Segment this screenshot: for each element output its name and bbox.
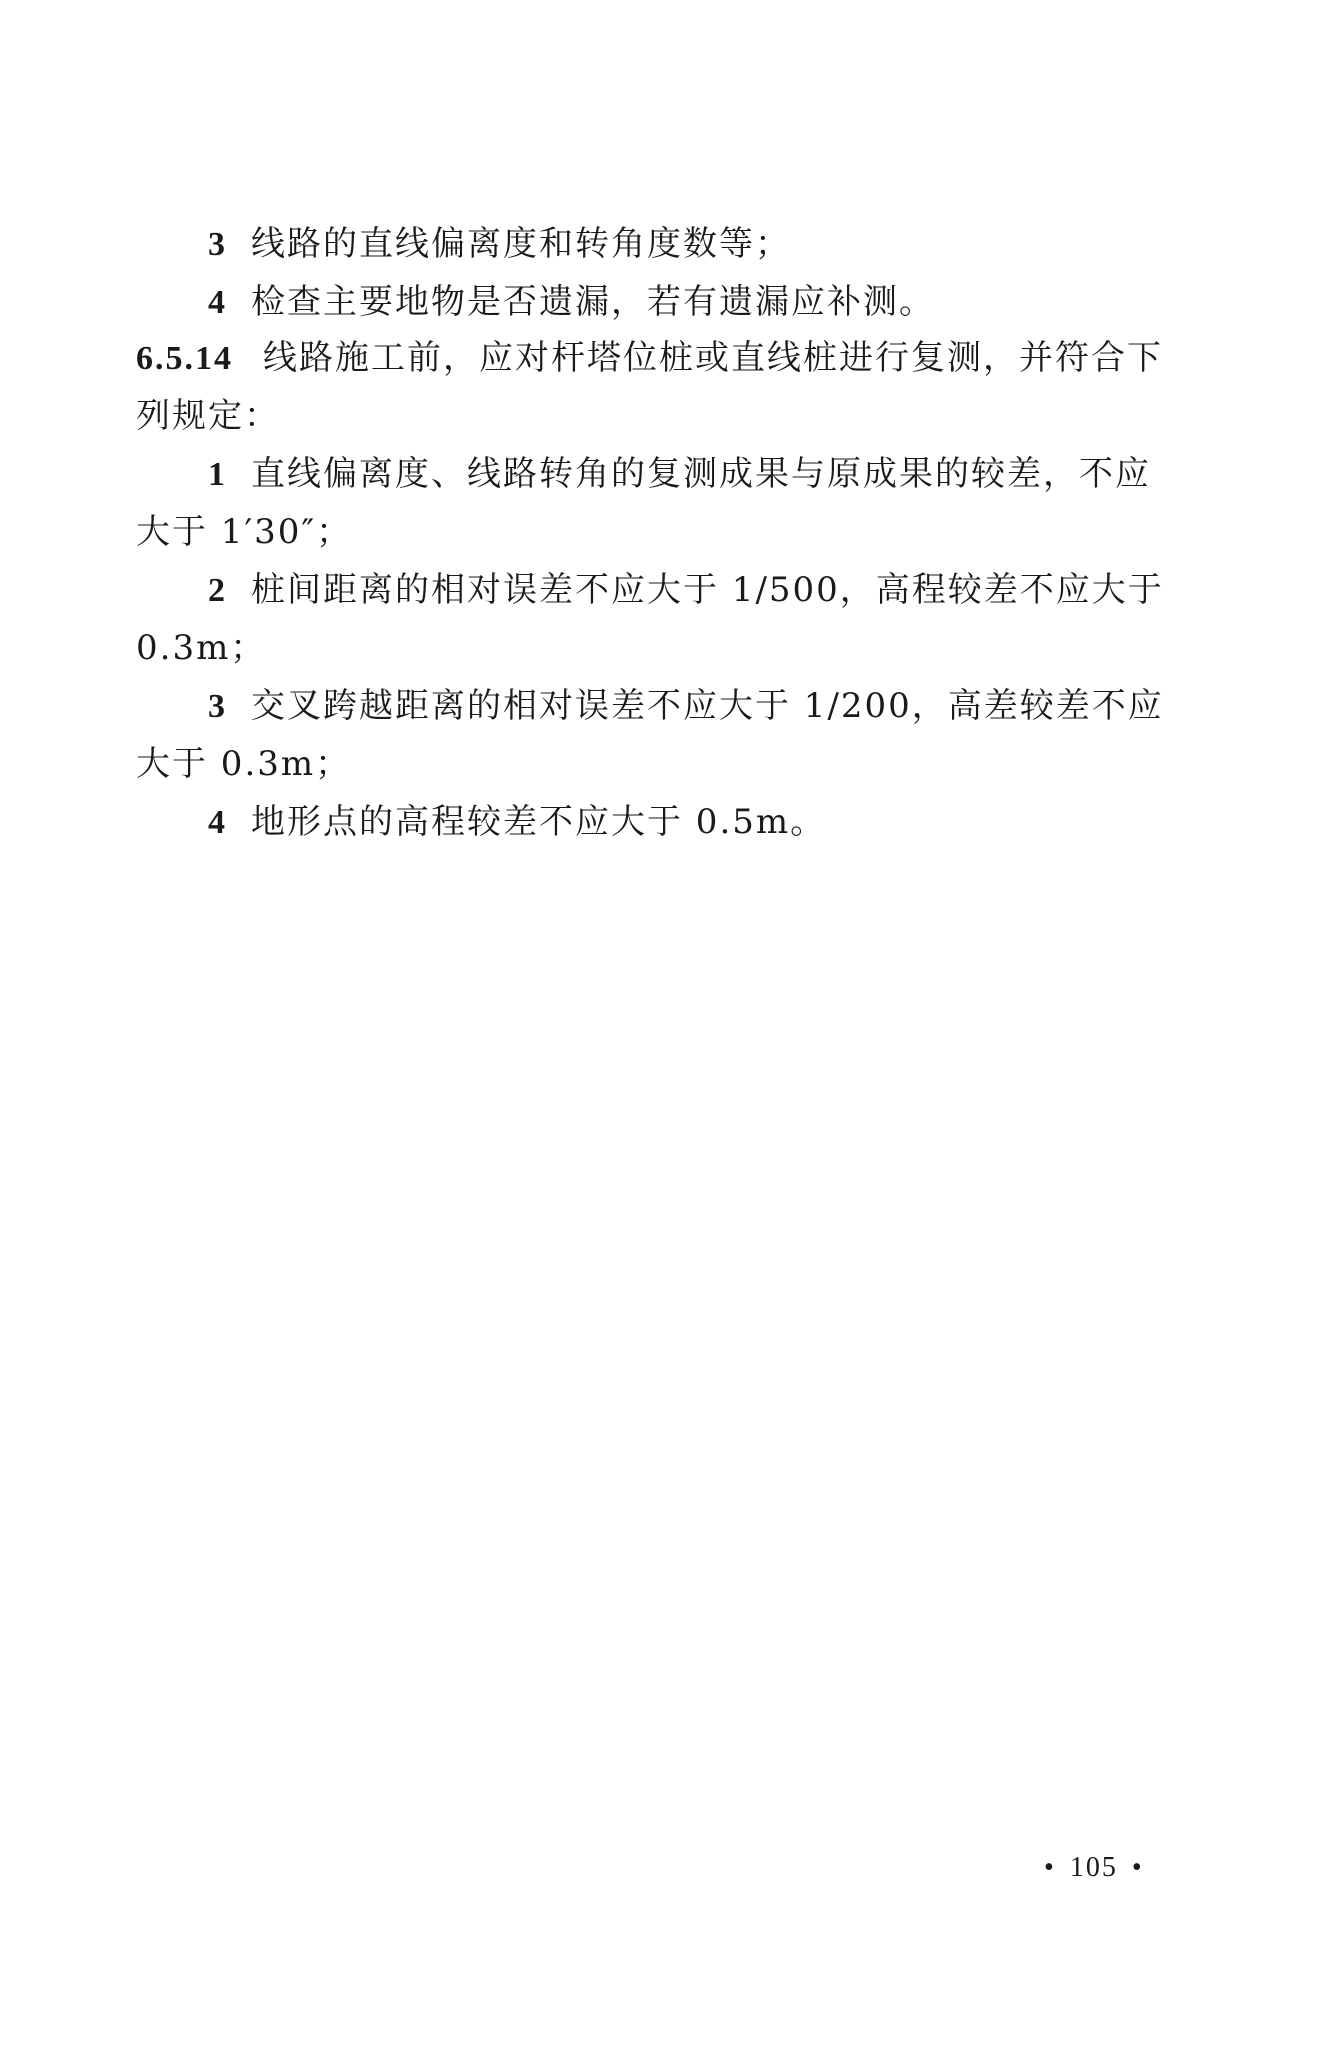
list-item bbox=[208, 452, 1151, 497]
item-text: 交叉跨越距离的相对误差不应大于 1/200，高差较差不应 bbox=[251, 686, 1164, 726]
clause-number: 6.5.14 bbox=[136, 340, 233, 377]
footer-dot-right: • bbox=[1131, 1852, 1144, 1883]
list-item bbox=[208, 222, 791, 267]
item-number: 3 bbox=[208, 688, 227, 725]
item-text: 直线偏离度、线路转角的复测成果与原成果的较差，不应 bbox=[251, 454, 1151, 494]
clause-text: 线路施工前，应对杆塔位桩或直线桩进行复测，并符合下 bbox=[263, 338, 1163, 378]
list-item-continuation bbox=[136, 626, 266, 670]
list-item-continuation bbox=[136, 742, 351, 786]
footer-dot-left: • bbox=[1044, 1852, 1056, 1883]
item-text: 地形点的高程较差不应大于 0.5m。 bbox=[251, 802, 827, 842]
item-text: 检查主要地物是否遗漏，若有遗漏应补测。 bbox=[251, 282, 935, 322]
list-item bbox=[208, 280, 935, 325]
list-item bbox=[208, 800, 826, 845]
item-text-cont: 大于 0.3m； bbox=[136, 744, 352, 784]
item-text: 桩间距离的相对误差不应大于 1/500，高程较差不应大于 bbox=[251, 570, 1164, 610]
list-item bbox=[208, 568, 1164, 613]
item-text-cont: 0.3m； bbox=[136, 628, 267, 668]
list-item bbox=[208, 684, 1164, 729]
list-item-continuation bbox=[136, 510, 352, 554]
item-text-cont: 大于 1′30″； bbox=[136, 512, 353, 552]
item-number: 4 bbox=[208, 284, 227, 321]
page-footer bbox=[1030, 1850, 1158, 1886]
clause-heading bbox=[136, 336, 1163, 381]
item-number: 4 bbox=[208, 804, 227, 841]
item-text: 线路的直线偏离度和转角度数等； bbox=[251, 224, 791, 264]
item-number: 3 bbox=[208, 226, 227, 263]
clause-continuation bbox=[136, 394, 280, 438]
item-number: 1 bbox=[208, 456, 227, 493]
page-number: 105 bbox=[1069, 1852, 1118, 1883]
clause-text-cont: 列规定： bbox=[136, 396, 280, 436]
item-number: 2 bbox=[208, 572, 227, 609]
